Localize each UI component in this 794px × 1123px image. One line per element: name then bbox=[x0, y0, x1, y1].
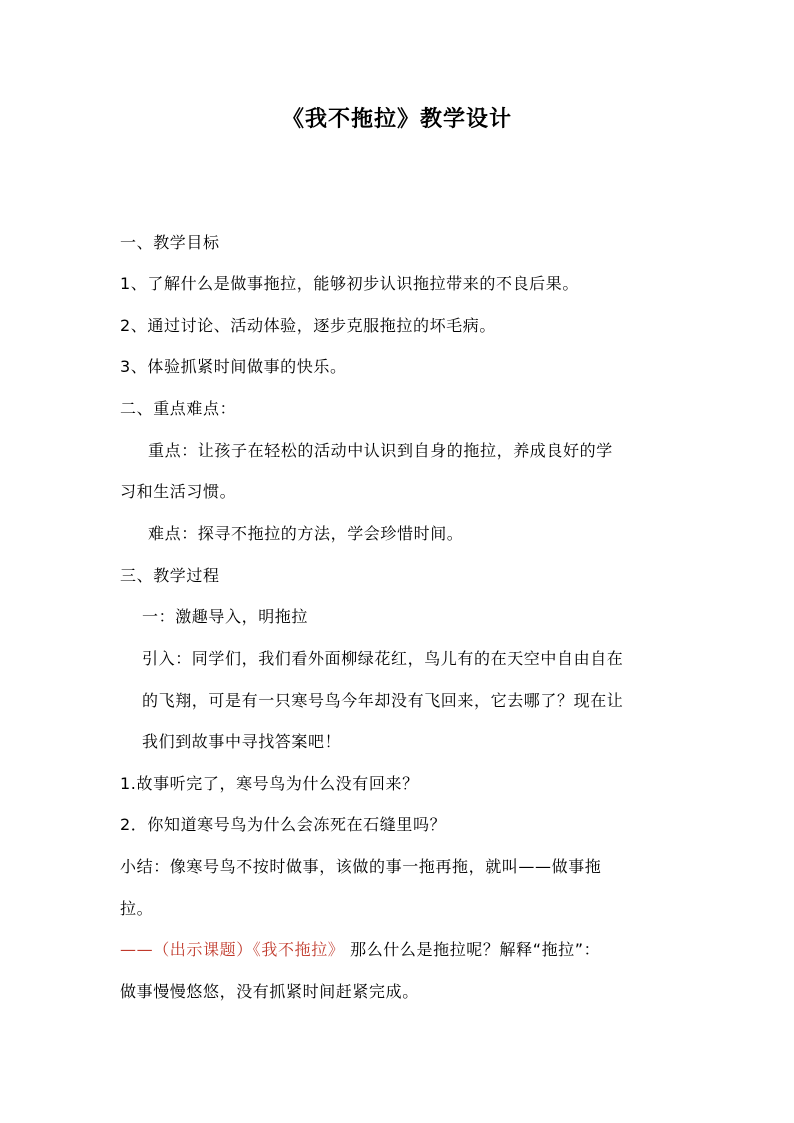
intro-line-2: 的飞翔，可是有一只寒号鸟今年却没有飞回来，它去哪了？现在让 bbox=[142, 691, 624, 710]
summary-line-1: 小结：像寒号鸟不按时做事，该做的事一拖再拖，就叫——做事拖 bbox=[120, 857, 602, 876]
topic-line bbox=[120, 940, 600, 960]
question-1: 1.故事听完了，寒号鸟为什么没有回来？ bbox=[120, 774, 419, 793]
step1-title: 一：激趣导入，明拖拉 bbox=[142, 607, 309, 626]
key-points-heading: 二、重点难点： bbox=[120, 399, 237, 418]
goals-heading: 一、教学目标 bbox=[120, 233, 220, 252]
process-heading: 三、教学过程 bbox=[120, 566, 220, 585]
explain-line: 做事慢慢悠悠，没有抓紧时间赶紧完成。 bbox=[120, 982, 419, 1001]
focus-line-1: 重点：让孩子在轻松的活动中认识到自身的拖拉，养成良好的学 bbox=[148, 441, 613, 460]
page-title: 《我不拖拉》教学设计 bbox=[281, 106, 512, 132]
intro-line-1: 引入：同学们，我们看外面柳绿花红，鸟儿有的在天空中自由自在 bbox=[142, 649, 624, 668]
focus-line-2: 习和生活习惯。 bbox=[120, 482, 237, 501]
question-2: 2．你知道寒号鸟为什么会冻死在石缝里吗？ bbox=[120, 815, 447, 834]
goal-item-3: 3、体验抓紧时间做事的快乐。 bbox=[120, 357, 347, 376]
topic-question: 那么什么是拖拉呢？解释“拖拉”： bbox=[344, 940, 601, 959]
intro-line-3: 我们到故事中寻找答案吧！ bbox=[142, 732, 342, 751]
difficulty-line: 难点：探寻不拖拉的方法，学会珍惜时间。 bbox=[148, 524, 464, 543]
summary-line-2: 拉。 bbox=[120, 899, 154, 918]
goal-item-2: 2、通过讨论、活动体验，逐步克服拖拉的坏毛病。 bbox=[120, 316, 496, 335]
goal-item-1: 1、了解什么是做事拖拉，能够初步认识拖拉带来的不良后果。 bbox=[120, 274, 579, 293]
topic-title-red: ——（出示课题）《我不拖拉》 bbox=[120, 940, 345, 959]
